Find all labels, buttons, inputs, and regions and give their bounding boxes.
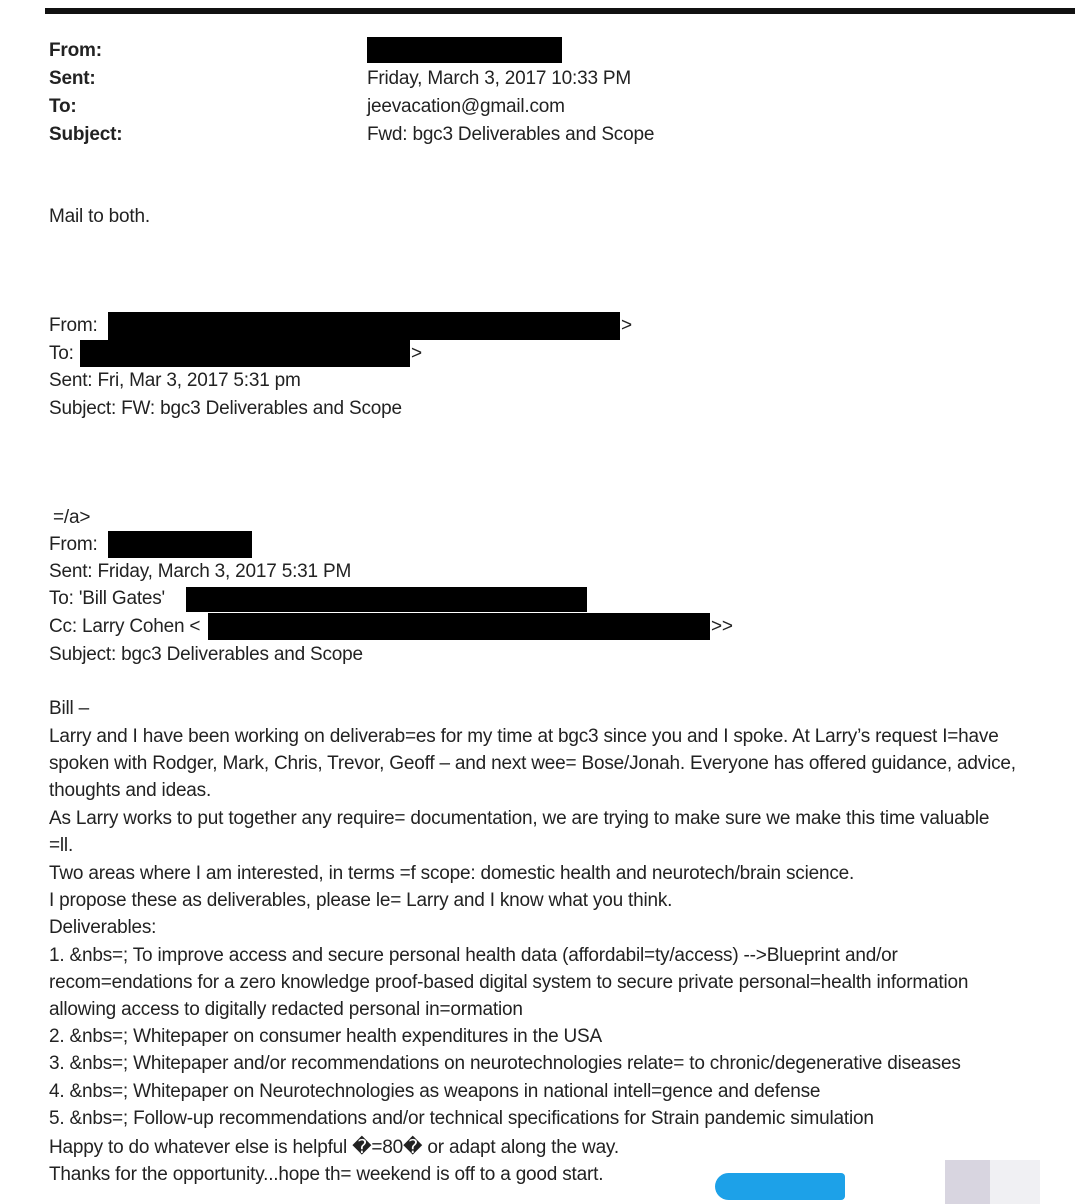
intro-text: Mail to both. [49, 206, 150, 227]
redaction-box [208, 613, 710, 640]
body-line: recom=endations for a zero knowledge proof-based digital system to secure private personal=health information [49, 972, 969, 993]
sent-value: Friday, March 3, 2017 10:33 PM [367, 68, 631, 89]
deliverable-item: 4. &nbs=; Whitepaper on Neurotechnologies as weapons in national intell=gence and defense [49, 1081, 821, 1102]
deliverable-item: 3. &nbs=; Whitepaper and/or recommendations on neurotechnologies relate= to chronic/degenerative diseases [49, 1053, 961, 1074]
fwd1-to: To: [49, 343, 74, 364]
blue-scribble-mark [715, 1173, 845, 1200]
body-line: Thanks for the opportunity...hope th= weekend is off to a good start. [49, 1164, 604, 1185]
fwd1-subject: Subject: FW: bgc3 Deliverables and Scope [49, 398, 402, 419]
redaction-box [186, 587, 587, 612]
fwd2-artifact: =/a> [53, 507, 91, 528]
body-line: thoughts and ideas. [49, 780, 212, 801]
body-line: Larry and I have been working on deliverab=es for my time at bgc3 since you and I spoke. At Larry’s request I=have [49, 726, 999, 747]
body-line: As Larry works to put together any require= documentation, we are trying to make sure we make this time valuable [49, 808, 990, 829]
redaction-box [108, 312, 620, 340]
deliverable-item: 5. &nbs=; Follow-up recommendations and/or technical specifications for Strain pandemic simulation [49, 1108, 874, 1129]
gray-block [945, 1160, 990, 1204]
fwd1-from-end: > [621, 315, 632, 336]
fwd2-subject: Subject: bgc3 Deliverables and Scope [49, 644, 363, 665]
to-label: To: [49, 96, 77, 117]
fwd2-sent: Sent: Friday, March 3, 2017 5:31 PM [49, 561, 352, 582]
body-line: Deliverables: [49, 917, 157, 938]
gray-block [990, 1160, 1040, 1204]
top-rule [45, 8, 1075, 14]
body-line: Happy to do whatever else is helpful �=80� or adapt along the way. [49, 1137, 619, 1158]
fwd2-cc: Cc: Larry Cohen < [49, 616, 201, 637]
body-line: spoken with Rodger, Mark, Chris, Trevor, Geoff – and next wee= Bose/Jonah. Everyone has offered guidance, advice, [49, 753, 1016, 774]
from-label: From: [49, 40, 102, 61]
deliverable-item: 1. &nbs=; To improve access and secure personal health data (affordabil=ty/access) -->Blueprint and/or [49, 945, 898, 966]
body-line: allowing access to digitally redacted personal in=ormation [49, 999, 523, 1020]
subject-label: Subject: [49, 124, 123, 145]
sent-label: Sent: [49, 68, 96, 89]
redaction-box [367, 37, 562, 63]
fwd2-cc-end: >> [711, 616, 733, 637]
redaction-box [80, 340, 410, 367]
fwd2-from: From: [49, 534, 98, 555]
body-line: I propose these as deliverables, please le= Larry and I know what you think. [49, 890, 673, 911]
fwd1-from: From: [49, 315, 98, 336]
subject-value: Fwd: bgc3 Deliverables and Scope [367, 124, 655, 145]
body-line: =ll. [49, 835, 74, 856]
redaction-box [108, 531, 252, 558]
deliverable-item: 2. &nbs=; Whitepaper on consumer health expenditures in the USA [49, 1026, 602, 1047]
to-value: jeevacation@gmail.com [367, 96, 565, 117]
fwd1-to-end: > [411, 343, 422, 364]
body-line: Bill – [49, 698, 89, 719]
body-line: Two areas where I am interested, in terms =f scope: domestic health and neurotech/brain science. [49, 863, 855, 884]
fwd2-to: To: 'Bill Gates' [49, 588, 165, 609]
fwd1-sent: Sent: Fri, Mar 3, 2017 5:31 pm [49, 370, 301, 391]
